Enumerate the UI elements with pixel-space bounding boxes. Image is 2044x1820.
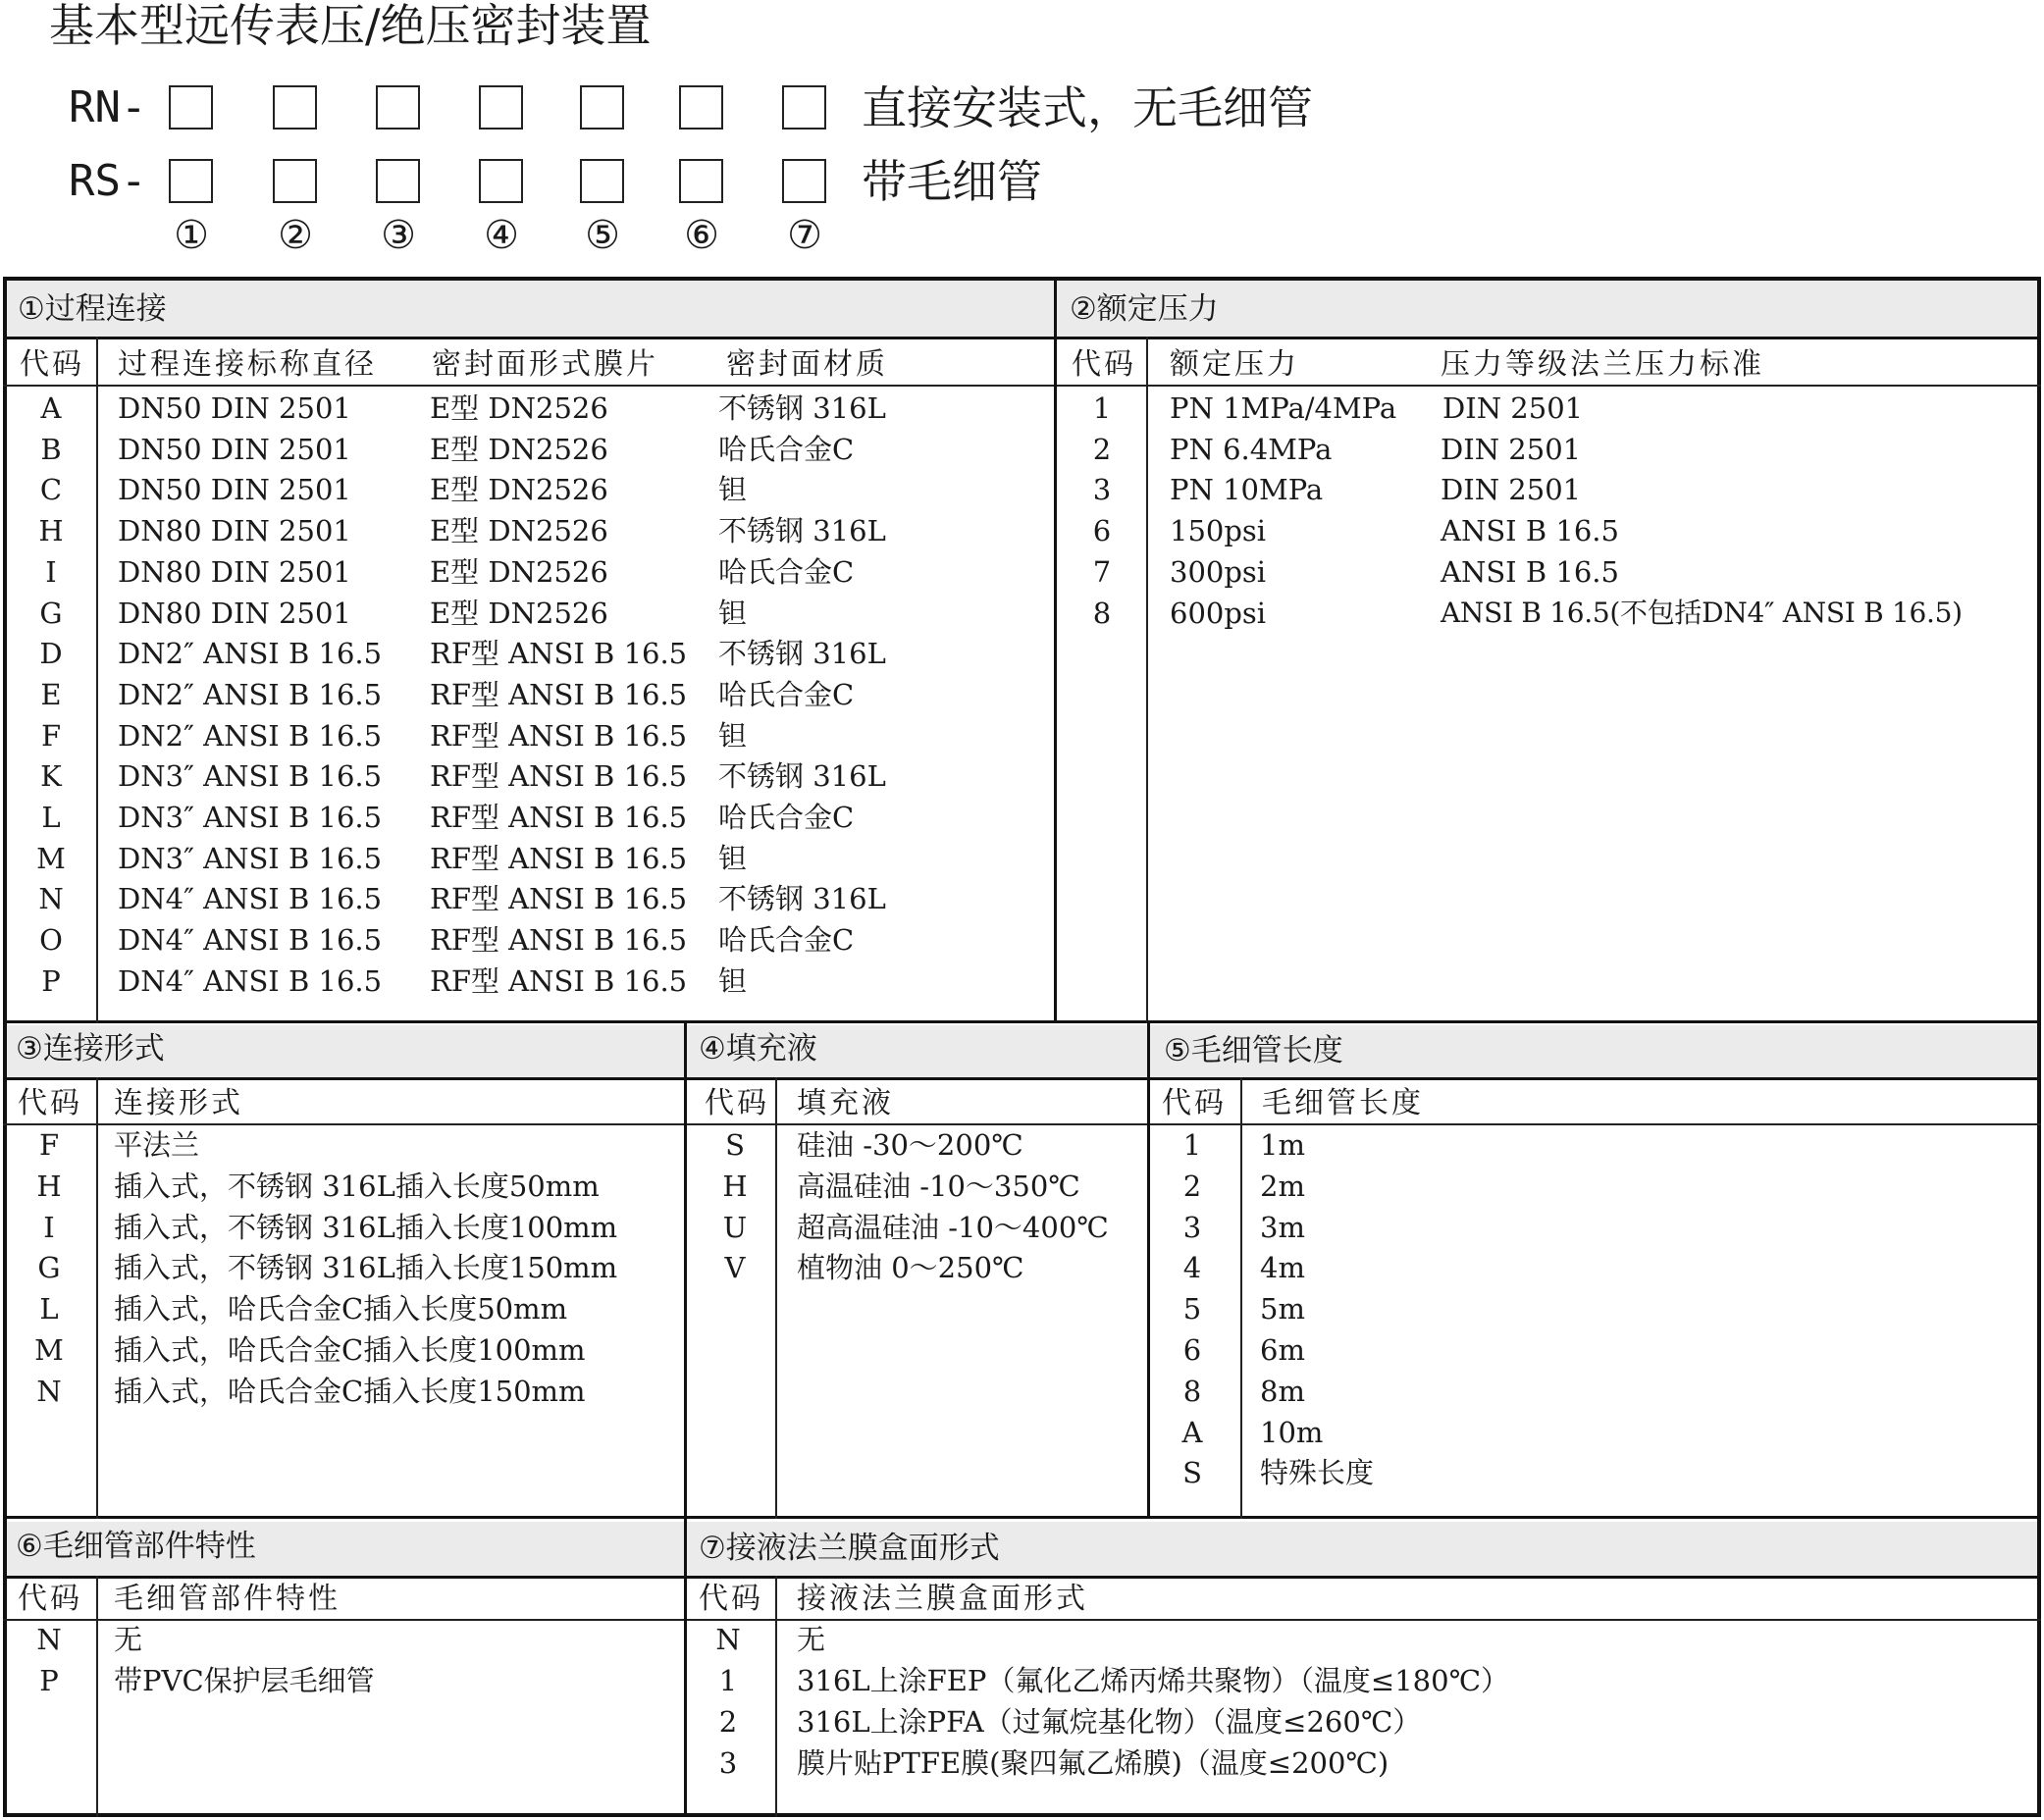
s1-material: 钽 xyxy=(718,963,748,998)
s1-diameter: DN50 DIN 2501 xyxy=(118,473,351,507)
s1-code: L xyxy=(41,801,61,834)
s4-fill-fluid: 高温硅油 -10～350℃ xyxy=(797,1169,1080,1203)
s1-seal-form: E型 DN2526 xyxy=(430,596,608,630)
s5-code: A xyxy=(1181,1415,1203,1449)
s1-diameter: DN3″ ANSI B 16.5 xyxy=(118,841,383,875)
s2-rated-pressure: PN 10MPa xyxy=(1170,473,1324,507)
s1-code: P xyxy=(41,963,61,998)
s1-material: 不锈钢 316L xyxy=(718,882,886,916)
s7-code: 2 xyxy=(718,1705,738,1739)
s1-seal-form: RF型 ANSI B 16.5 xyxy=(430,637,688,671)
s1-material: 不锈钢 316L xyxy=(718,514,886,548)
s1-code: G xyxy=(39,596,63,630)
position-marker-6: ⑥ xyxy=(684,213,719,258)
s3-connection: 平法兰 xyxy=(114,1128,200,1162)
s1-code: D xyxy=(39,637,63,671)
divider xyxy=(1240,1077,1242,1519)
code-box xyxy=(782,159,826,203)
code-box xyxy=(479,85,523,130)
s1-seal-form: RF型 ANSI B 16.5 xyxy=(430,801,688,834)
code-box xyxy=(580,159,624,203)
code-box xyxy=(376,85,420,130)
divider xyxy=(1054,277,1057,1023)
col-header-code: 代码 xyxy=(1162,1086,1227,1120)
s7-surface: 316L上涂PFA（过氟烷基化物）（温度≤260℃） xyxy=(797,1705,1422,1739)
s1-seal-form: RF型 ANSI B 16.5 xyxy=(430,882,688,916)
s2-rated-pressure: 300psi xyxy=(1170,554,1267,589)
section-2-title: ②额定压力 xyxy=(1070,291,1219,327)
code-box xyxy=(679,85,723,130)
col-header-code: 代码 xyxy=(1072,347,1136,382)
position-marker-4: ④ xyxy=(484,213,519,258)
s2-standard: ANSI B 16.5(不包括DN4″ ANSI B 16.5) xyxy=(1441,596,1963,629)
s1-code: B xyxy=(40,432,62,466)
s1-code: H xyxy=(38,514,64,548)
s1-material: 钽 xyxy=(718,841,748,875)
s7-code: N xyxy=(715,1623,741,1656)
s1-diameter: DN50 DIN 2501 xyxy=(118,391,351,425)
s7-code: 1 xyxy=(718,1664,738,1697)
s6-code: N xyxy=(36,1623,62,1656)
s1-diameter: DN4″ ANSI B 16.5 xyxy=(118,963,383,998)
s3-connection: 插入式，哈氏合金C插入长度50mm xyxy=(114,1292,568,1326)
code-box xyxy=(273,159,317,203)
col-header-code: 代码 xyxy=(20,347,84,382)
s4-code: U xyxy=(722,1210,748,1244)
position-marker-7: ⑦ xyxy=(787,213,822,258)
divider xyxy=(3,385,2041,387)
s1-seal-form: E型 DN2526 xyxy=(430,554,608,589)
s1-seal-form: RF型 ANSI B 16.5 xyxy=(430,759,688,794)
s3-code: L xyxy=(39,1292,59,1326)
divider xyxy=(3,1516,2041,1519)
divider xyxy=(775,1077,777,1519)
s1-code: N xyxy=(38,882,64,916)
s3-code: N xyxy=(36,1374,62,1408)
section-7-title: ⑦接液法兰膜盒面形式 xyxy=(699,1531,1000,1566)
s3-code: G xyxy=(37,1251,61,1285)
s7-surface: 膜片贴PTFE膜(聚四氟乙烯膜)（温度≤200℃) xyxy=(797,1746,1389,1780)
s1-seal-form: RF型 ANSI B 16.5 xyxy=(430,963,688,998)
s3-connection: 插入式，不锈钢 316L插入长度100mm xyxy=(114,1210,618,1244)
page-title: 基本型远传表压/绝压密封装置 xyxy=(49,0,652,52)
section-3-title: ③连接形式 xyxy=(16,1031,165,1066)
s2-standard: DIN 2501 xyxy=(1442,391,1584,425)
s3-connection: 插入式，不锈钢 316L插入长度150mm xyxy=(114,1251,618,1285)
s1-diameter: DN2″ ANSI B 16.5 xyxy=(118,718,383,753)
divider xyxy=(1147,1020,1150,1519)
divider xyxy=(3,1123,2041,1125)
s1-material: 哈氏合金C xyxy=(718,923,855,958)
col-header-code: 代码 xyxy=(699,1582,763,1616)
s4-code: V xyxy=(724,1251,746,1285)
s1-code: O xyxy=(39,923,63,958)
section-6-title: ⑥毛细管部件特性 xyxy=(16,1529,256,1564)
s5-length: 6m xyxy=(1260,1333,1305,1367)
s2-rated-pressure: 600psi xyxy=(1170,596,1267,630)
s3-code: I xyxy=(43,1210,55,1244)
col-header-rated-pressure: 额定压力 xyxy=(1170,347,1299,382)
s4-code: S xyxy=(725,1128,745,1162)
s2-standard: DIN 2501 xyxy=(1441,473,1582,507)
s7-code: 3 xyxy=(718,1746,738,1780)
s1-material: 哈氏合金C xyxy=(718,432,855,466)
col-header-seal-form: 密封面形式膜片 xyxy=(432,347,658,382)
s1-material: 钽 xyxy=(718,718,748,753)
s5-code: 2 xyxy=(1182,1169,1202,1203)
s3-connection: 插入式，哈氏合金C插入长度150mm xyxy=(114,1374,586,1408)
divider xyxy=(3,1619,2041,1621)
s1-diameter: DN3″ ANSI B 16.5 xyxy=(118,759,383,794)
col-header-connection: 连接形式 xyxy=(114,1086,243,1120)
col-header-capillary-length: 毛细管长度 xyxy=(1262,1086,1424,1120)
s4-fill-fluid: 超高温硅油 -10～400℃ xyxy=(797,1210,1109,1244)
s1-diameter: DN4″ ANSI B 16.5 xyxy=(118,882,383,916)
s1-code: E xyxy=(40,677,62,711)
s5-length: 3m xyxy=(1260,1210,1305,1244)
position-marker-2: ② xyxy=(278,213,313,258)
s7-surface: 无 xyxy=(797,1623,826,1656)
divider xyxy=(3,1020,2041,1023)
s1-material: 不锈钢 316L xyxy=(718,637,886,671)
s5-length: 特殊长度 xyxy=(1260,1456,1375,1490)
s1-seal-form: E型 DN2526 xyxy=(430,391,608,425)
s1-diameter: DN80 DIN 2501 xyxy=(118,554,351,589)
divider xyxy=(684,1020,687,1817)
divider xyxy=(3,337,2041,339)
s1-diameter: DN2″ ANSI B 16.5 xyxy=(118,677,383,711)
s2-code: 3 xyxy=(1092,473,1112,507)
code-box xyxy=(679,159,723,203)
s1-material: 不锈钢 316L xyxy=(718,391,886,425)
code-box xyxy=(273,85,317,130)
s5-length: 4m xyxy=(1260,1251,1305,1285)
code-box xyxy=(169,159,213,203)
code-box xyxy=(479,159,523,203)
s1-seal-form: RF型 ANSI B 16.5 xyxy=(430,677,688,711)
divider xyxy=(96,1077,98,1519)
s5-code: 3 xyxy=(1182,1210,1202,1244)
position-marker-3: ③ xyxy=(381,213,416,258)
s1-diameter: DN2″ ANSI B 16.5 xyxy=(118,637,383,671)
s1-material: 钽 xyxy=(718,596,748,630)
col-header-fill-fluid: 填充液 xyxy=(797,1086,894,1120)
s5-code: 6 xyxy=(1182,1333,1202,1367)
s4-code: H xyxy=(722,1169,748,1203)
code-box xyxy=(169,85,213,130)
s1-material: 哈氏合金C xyxy=(718,554,855,589)
s1-code: K xyxy=(40,759,62,794)
s1-seal-form: RF型 ANSI B 16.5 xyxy=(430,718,688,753)
col-header-capillary-feature: 毛细管部件特性 xyxy=(114,1582,341,1616)
s1-material: 钽 xyxy=(718,473,748,507)
s1-code: F xyxy=(40,718,62,753)
s2-rated-pressure: PN 6.4MPa xyxy=(1170,432,1333,466)
s7-surface: 316L上涂FEP（氟化乙烯丙烯共聚物）（温度≤180℃） xyxy=(797,1664,1510,1697)
s2-standard: ANSI B 16.5 xyxy=(1441,554,1619,589)
s5-length: 10m xyxy=(1260,1415,1324,1449)
s1-seal-form: E型 DN2526 xyxy=(430,473,608,507)
s3-code: F xyxy=(38,1128,60,1162)
col-header-diaphragm-surface: 接液法兰膜盒面形式 xyxy=(797,1582,1088,1616)
s6-feature: 无 xyxy=(114,1623,143,1656)
position-marker-5: ⑤ xyxy=(585,213,620,258)
col-header-code: 代码 xyxy=(18,1086,82,1120)
code-box xyxy=(782,85,826,130)
s6-feature: 带PVC保护层毛细管 xyxy=(114,1664,375,1697)
divider xyxy=(3,1576,2041,1579)
s5-length: 5m xyxy=(1260,1292,1305,1326)
s5-length: 2m xyxy=(1260,1169,1305,1203)
col-header-seal-material: 密封面材质 xyxy=(726,347,888,382)
s2-code: 1 xyxy=(1092,391,1112,425)
s3-connection: 插入式，哈氏合金C插入长度100mm xyxy=(114,1333,586,1367)
s5-code: S xyxy=(1182,1456,1202,1490)
s1-code: M xyxy=(36,841,66,875)
col-header-flange-standard: 压力等级法兰压力标准 xyxy=(1441,347,1764,382)
divider xyxy=(775,1576,777,1817)
section-5-title: ⑤毛细管长度 xyxy=(1164,1033,1343,1068)
s3-code: M xyxy=(34,1333,64,1367)
s1-material: 哈氏合金C xyxy=(718,801,855,834)
s2-standard: DIN 2501 xyxy=(1441,432,1582,466)
s1-seal-form: E型 DN2526 xyxy=(430,432,608,466)
s2-rated-pressure: PN 1MPa/4MPa xyxy=(1170,391,1397,425)
col-header-code: 代码 xyxy=(18,1582,82,1616)
s1-code: I xyxy=(45,554,57,589)
col-header-code: 代码 xyxy=(705,1086,769,1120)
s1-code: A xyxy=(40,391,62,425)
s2-code: 6 xyxy=(1092,514,1112,548)
position-marker-1: ① xyxy=(174,213,209,258)
s5-code: 8 xyxy=(1182,1374,1202,1408)
s1-diameter: DN80 DIN 2501 xyxy=(118,596,351,630)
s2-code: 8 xyxy=(1092,596,1112,630)
divider xyxy=(96,1576,98,1817)
s1-material: 不锈钢 316L xyxy=(718,759,886,794)
code-box xyxy=(580,85,624,130)
s2-code: 2 xyxy=(1092,432,1112,466)
s1-diameter: DN50 DIN 2501 xyxy=(118,432,351,466)
divider xyxy=(1146,337,1148,1023)
s1-diameter: DN4″ ANSI B 16.5 xyxy=(118,923,383,958)
s5-code: 5 xyxy=(1182,1292,1202,1326)
s5-code: 4 xyxy=(1182,1251,1202,1285)
divider xyxy=(96,337,98,1023)
s1-seal-form: RF型 ANSI B 16.5 xyxy=(430,923,688,958)
s3-connection: 插入式，不锈钢 316L插入长度50mm xyxy=(114,1169,600,1203)
divider xyxy=(3,1077,2041,1080)
s5-code: 1 xyxy=(1182,1128,1202,1162)
s6-code: P xyxy=(39,1664,59,1697)
s3-code: H xyxy=(36,1169,62,1203)
s1-diameter: DN3″ ANSI B 16.5 xyxy=(118,801,383,834)
model-prefix-rs: RS- xyxy=(69,156,147,206)
s4-fill-fluid: 硅油 -30～200℃ xyxy=(797,1128,1023,1162)
model-desc-rs: 带毛细管 xyxy=(862,155,1042,208)
section-4-title: ④填充液 xyxy=(699,1031,817,1066)
section-1-title: ①过程连接 xyxy=(18,291,167,327)
code-box xyxy=(376,159,420,203)
s2-standard: ANSI B 16.5 xyxy=(1441,514,1619,548)
s4-fill-fluid: 植物油 0～250℃ xyxy=(797,1251,1024,1285)
s1-code: C xyxy=(39,473,63,507)
s5-length: 8m xyxy=(1260,1374,1305,1408)
s5-length: 1m xyxy=(1260,1128,1305,1162)
s1-diameter: DN80 DIN 2501 xyxy=(118,514,351,548)
s2-rated-pressure: 150psi xyxy=(1170,514,1267,548)
s1-seal-form: E型 DN2526 xyxy=(430,514,608,548)
model-desc-rn: 直接安装式，无毛细管 xyxy=(862,81,1313,134)
s2-code: 7 xyxy=(1092,554,1112,589)
col-header-diameter: 过程连接标称直径 xyxy=(118,347,377,382)
model-prefix-rn: RN- xyxy=(69,82,147,132)
s1-seal-form: RF型 ANSI B 16.5 xyxy=(430,841,688,875)
s1-material: 哈氏合金C xyxy=(718,677,855,711)
